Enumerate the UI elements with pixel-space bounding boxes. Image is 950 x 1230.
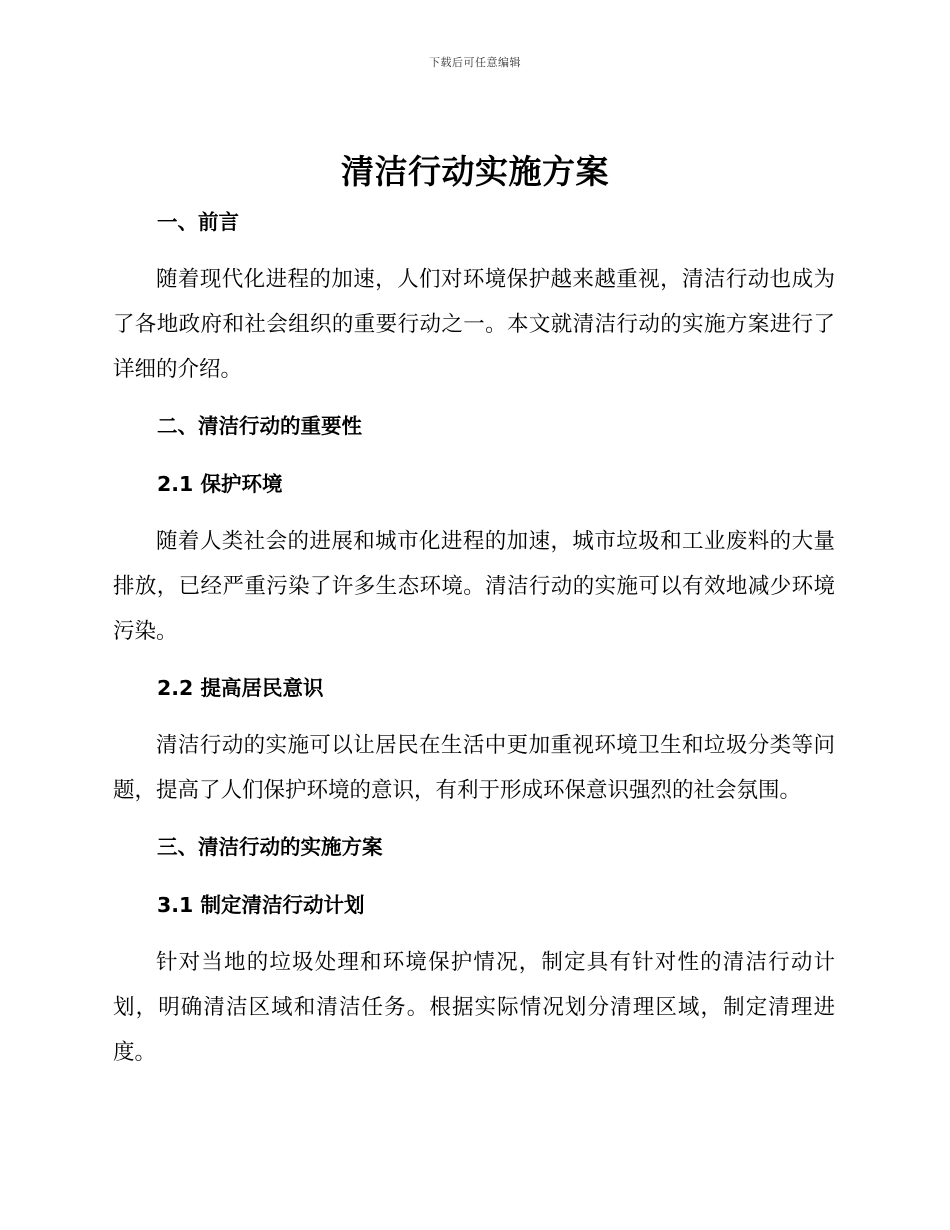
document-title: 清洁行动实施方案 <box>341 152 609 191</box>
heading-preface: 一、前言 <box>157 210 239 234</box>
heading-importance: 二、清洁行动的重要性 <box>157 414 362 438</box>
heading-protect-environment: 2.1 保护环境 <box>157 472 283 496</box>
header-note: 下载后可任意编辑 <box>429 56 521 69</box>
paragraph-protect-environment: 随着人类社会的进展和城市化进程的加速，城市垃圾和工业废料的大量排放，已经严重污染了许多生态环境。清洁行动的实施可以有效地减少环境污染。 <box>113 529 835 644</box>
paragraph-make-plan: 针对当地的垃圾处理和环境保护情况，制定具有针对性的清洁行动计划，明确清洁区域和清洁任务。根据实际情况划分清理区域，制定清理进度。 <box>113 950 835 1065</box>
heading-implementation-plan: 三、清洁行动的实施方案 <box>157 835 383 859</box>
paragraph-resident-awareness: 清洁行动的实施可以让居民在生活中更加重视环境卫生和垃圾分类等问题，提高了人们保护环境的意识，有利于形成环保意识强烈的社会氛围。 <box>113 733 835 803</box>
heading-resident-awareness: 2.2 提高居民意识 <box>157 676 324 700</box>
paragraph-preface: 随着现代化进程的加速，人们对环境保护越来越重视，清洁行动也成为了各地政府和社会组织的重要行动之一。本文就清洁行动的实施方案进行了详细的介绍。 <box>113 267 835 382</box>
heading-make-plan: 3.1 制定清洁行动计划 <box>157 893 365 917</box>
